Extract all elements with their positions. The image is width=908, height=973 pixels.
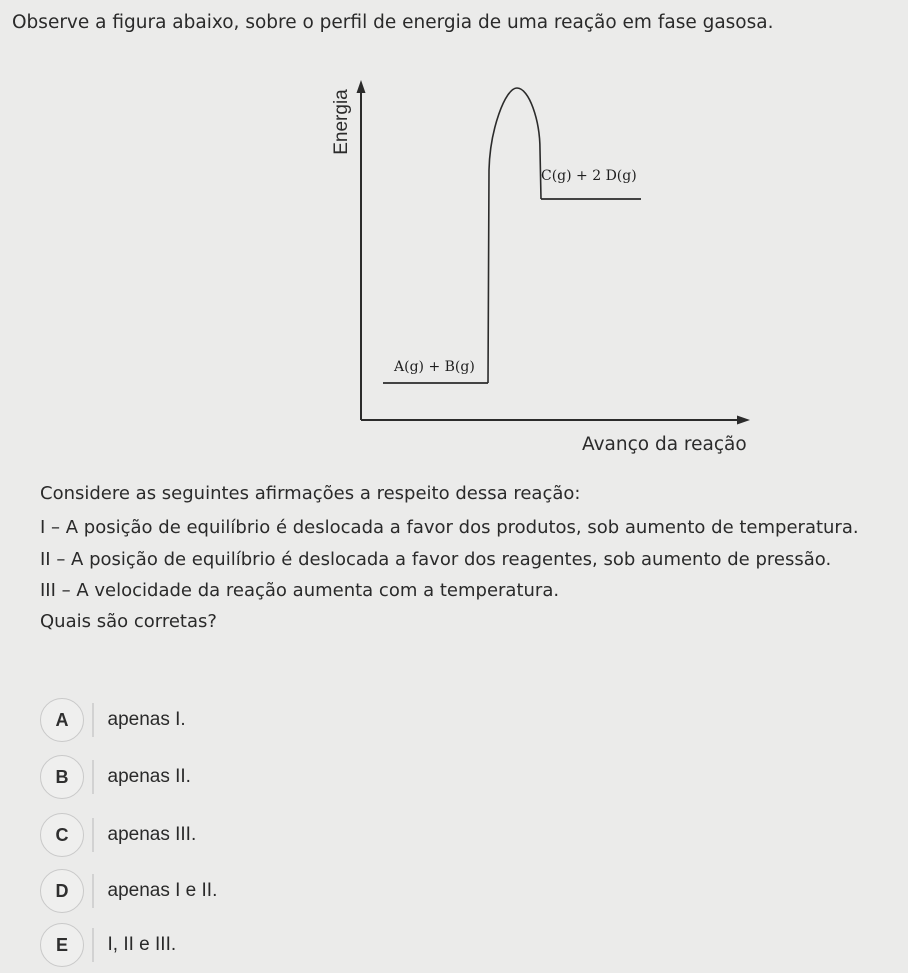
- option-c[interactable]: [40, 812, 196, 858]
- question-title: Observe a figura abaixo, sobre o perfil de energia de uma reação em fase gasosa.: [12, 12, 774, 33]
- x-axis-label: Avanço da reação: [582, 434, 747, 455]
- option-a-letter[interactable]: A: [40, 698, 84, 742]
- option-separator: [92, 928, 94, 962]
- option-b-text[interactable]: apenas II.: [107, 766, 191, 787]
- option-d-text[interactable]: apenas I e II.: [107, 880, 218, 901]
- x-axis-arrow: [737, 416, 750, 425]
- option-c-text[interactable]: apenas III.: [107, 824, 197, 845]
- option-b-letter[interactable]: B: [40, 755, 84, 799]
- option-e-text[interactable]: I, II e III.: [107, 934, 177, 955]
- option-separator: [92, 760, 94, 794]
- question-prompt: Quais são corretas?: [40, 611, 217, 632]
- option-e[interactable]: [40, 922, 176, 968]
- statements-intro: Considere as seguintes afirmações a respeito dessa reação:: [40, 483, 581, 504]
- energy-profile-diagram: [0, 0, 908, 470]
- reactants-label: A(g) + B(g): [394, 359, 475, 375]
- option-e-letter[interactable]: E: [40, 923, 84, 967]
- option-d-letter[interactable]: D: [40, 869, 84, 913]
- statement-3: III – A velocidade da reação aumenta com a temperatura.: [40, 580, 560, 601]
- option-separator: [92, 703, 94, 737]
- option-separator: [92, 874, 94, 908]
- option-separator: [92, 818, 94, 852]
- products-label: C(g) + 2 D(g): [541, 168, 637, 184]
- y-axis-arrow: [357, 80, 366, 93]
- option-c-letter[interactable]: C: [40, 813, 84, 857]
- y-axis-label: Energia: [331, 89, 352, 155]
- statement-2: II – A posição de equilíbrio é deslocada a favor dos reagentes, sob aumento de pressão.: [40, 549, 832, 570]
- option-a-text[interactable]: apenas I.: [107, 709, 186, 730]
- option-d[interactable]: [40, 868, 217, 914]
- energy-curve: [488, 88, 541, 383]
- option-a[interactable]: [40, 697, 186, 743]
- option-b[interactable]: [40, 754, 191, 800]
- statement-1: I – A posição de equilíbrio é deslocada a favor dos produtos, sob aumento de temperatura.: [40, 517, 859, 538]
